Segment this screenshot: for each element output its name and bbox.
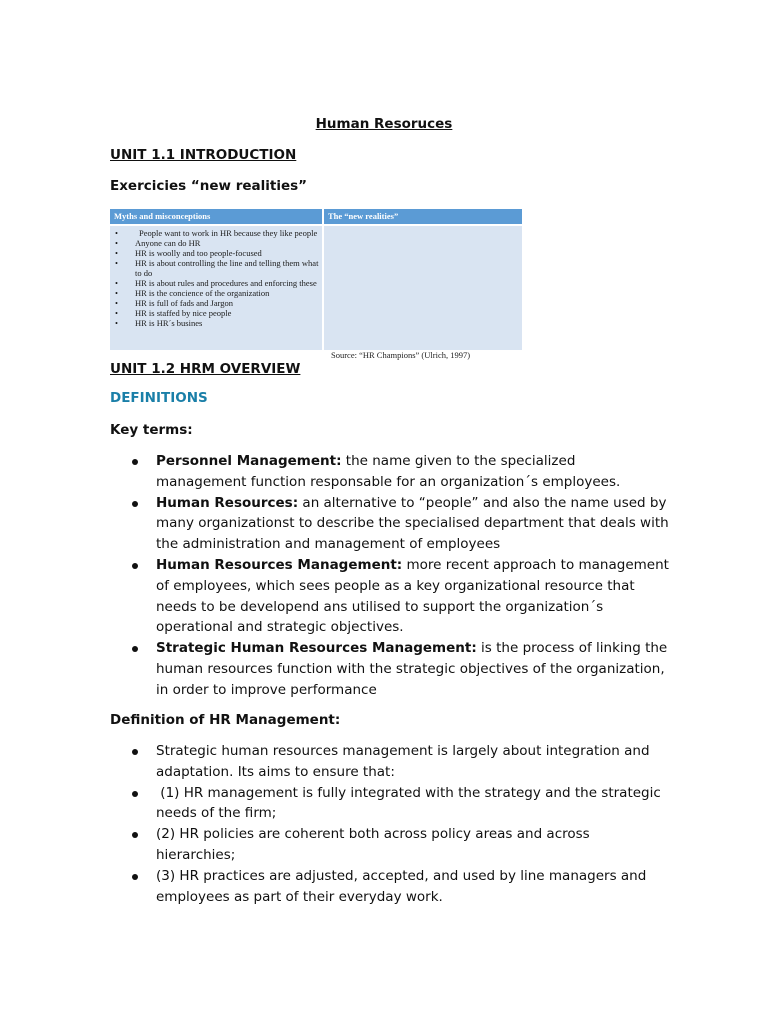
myth-item: • HR is HR´s busines xyxy=(115,318,203,328)
table-source-caption: Source: “HR Champions” (Ulrich, 1997) xyxy=(331,350,471,360)
list-item: Personnel Management: the name given to the specialized management function responsable for an organization´s employees. xyxy=(110,451,670,493)
exercise-heading: Exercicies “new realities” xyxy=(110,178,308,194)
list-item: Strategic human resources management is largely about integration and adaptation. Its aims to ensure that: xyxy=(110,741,670,783)
myth-item: • HR is about rules and procedures and enforcing these xyxy=(115,278,317,288)
table-header-realities: The “new realities” xyxy=(324,209,522,224)
bullet-icon xyxy=(132,646,138,652)
myth-item: • HR is the concience of the organization xyxy=(115,288,270,298)
myth-item: • Anyone can do HR xyxy=(115,238,201,248)
list-item: (3) HR practices are adjusted, accepted, and used by line managers and employees as part of their everyday work. xyxy=(110,866,670,908)
myths-table-image xyxy=(110,209,522,350)
list-item: (2) HR policies are coherent both across policy areas and across hierarchies; xyxy=(110,824,670,866)
bullet-icon xyxy=(132,874,138,880)
myths-cell xyxy=(110,226,322,350)
list-item: (1) HR management is fully integrated with the strategy and the strategic needs of the firm; xyxy=(110,783,670,825)
bullet-icon xyxy=(132,749,138,755)
document-title: Human Resoruces xyxy=(315,116,453,132)
myth-item: • People want to work in HR because they like people xyxy=(115,228,318,238)
bullet-icon xyxy=(132,791,138,797)
bullet-icon xyxy=(132,459,138,465)
myth-item: • HR is full of fads and Jargon xyxy=(115,298,234,308)
myth-item: • HR is woolly and too people-focused xyxy=(115,248,262,258)
unit1-heading: UNIT 1.1 INTRODUCTION xyxy=(110,147,297,163)
unit2-heading: UNIT 1.2 HRM OVERVIEW xyxy=(110,361,301,377)
hrm-definition-heading: Definition of HR Management: xyxy=(110,712,341,728)
key-terms-list xyxy=(110,451,670,701)
realities-cell xyxy=(324,226,522,350)
table-header-myths: Myths and misconceptions xyxy=(110,209,322,224)
myth-item: • HR is about controlling the line and telling them what to do xyxy=(115,258,319,278)
list-item: Human Resources Management: more recent approach to management of employees, which sees people as a key organizational resource that needs to be developend ans utilised to support the organization´s operational and strategic objectives. xyxy=(110,555,670,638)
bullet-icon xyxy=(132,832,138,838)
key-terms-heading: Key terms: xyxy=(110,422,193,438)
list-item: Human Resources: an alternative to “people” and also the name used by many organizationst to describe the specialised department that deals with the administration and management of employees xyxy=(110,493,670,555)
definitions-heading: DEFINITIONS xyxy=(110,390,208,406)
hrm-points-list xyxy=(110,741,670,907)
list-item: Strategic Human Resources Management: is the process of linking the human resources function with the strategic objectives of the organization, in order to improve performance xyxy=(110,638,670,700)
bullet-icon xyxy=(132,501,138,507)
bullet-icon xyxy=(132,563,138,569)
myth-item: • HR is staffed by nice people xyxy=(115,308,232,318)
